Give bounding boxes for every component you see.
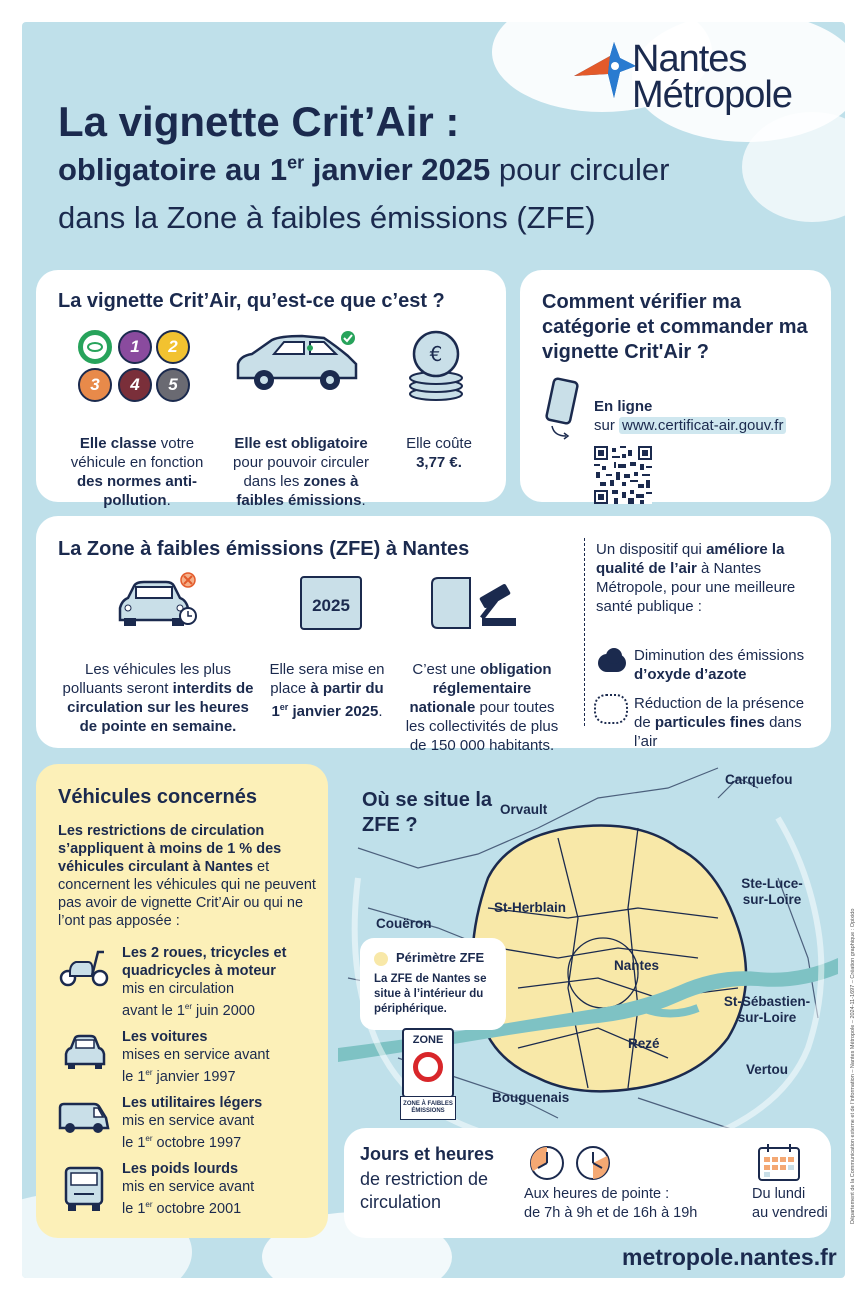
zfe-item2-t2: dans l’air [634,714,802,750]
zfe-card [36,516,831,754]
nox-cloud-icon [594,648,628,672]
map-label-orvault: Orvault [500,802,548,817]
verify-online-label: En ligne [594,398,653,415]
zfe-item2-b1: particules fines [654,714,765,731]
zfe-heading: La Zone à faibles émissions (ZFE) à Nantes [58,538,470,560]
zfe-col2-t1: Elle sera mise en place [269,661,385,697]
vehicles-card [36,764,328,1238]
hours-peak-line2: de 7h à 9h et de 16h à 19h [524,1205,698,1221]
vehicle-item-0-t2b: juin 2000 [192,1002,255,1019]
map-label-bouguenais: Bouguenais [492,1090,570,1105]
zfe-item1 [634,646,824,684]
zone-sign [402,1028,454,1098]
legend-text: La ZFE de Nantes se situe à l’intérieur du périphérique. [374,973,487,1015]
vehicle-item-2-t2b: octobre 1997 [152,1134,242,1151]
zone-sign-plate: ZONE À FAIBLES ÉMISSIONS [400,1096,456,1120]
vehicle-item-3 [122,1160,322,1218]
car-front-icon [62,1032,108,1072]
zfe-col3-t1: C’est une [412,661,480,678]
zfe-col1 [60,660,256,736]
zfe-col1-b1: interdits de circulation sur les heures de pointe en semaine. [67,680,254,735]
zfe-side-t2: à Nantes Métropole, pour une meilleure santé publique : [596,560,796,615]
what-col1-t1: votre véhicule en fonction [70,435,204,471]
zfe-col2-b2: janvier 2025 [288,703,379,720]
coins-euro-icon [404,328,468,402]
vehicle-item-3-t1: mis en service avant [122,1179,255,1195]
map-label-vertou: Vertou [746,1062,789,1077]
sticker-5: 5 [156,368,190,402]
subtitle-rest: pour circuler [490,152,670,187]
vehicle-item-2-t2a: le 1 [122,1134,146,1151]
sticker-2: 2 [156,330,190,364]
hours-days-line2: au vendredi [752,1205,828,1221]
what-col2-t1: pour pouvoir circuler dans les [233,454,369,490]
zfe-side-b1: améliore la qualité de l’air [596,541,785,577]
vehicles-intro-bold: Les restrictions de circulation s’appliquent à moins de 1 % des véhicules circulant à Nantes [58,823,282,875]
zfe-col3-t2: pour toutes les collectivités de plus de 150 000 habitants. [405,699,559,754]
zfe-col2 [262,660,392,721]
what-col3-b1: 3,77 €. [416,454,462,471]
map-label-carquefou: Carquefou [725,772,793,787]
zone-sign-label: ZONE [412,1034,444,1046]
no-entry-icon [413,1052,443,1082]
truck-front-icon [62,1164,106,1214]
hours-peak-line1: Aux heures de pointe : [524,1186,670,1202]
zfe-side-text [596,540,796,616]
zfe-col3 [398,660,566,755]
vehicle-item-1 [122,1028,322,1086]
car-forbidden-icon [114,572,200,632]
vehicle-item-1-t2a: le 1 [122,1068,146,1085]
vehicle-item-3-sup: er [145,1200,153,1209]
van-icon [58,1100,110,1136]
particles-icon [594,694,628,724]
logo-line1: Nantes [632,38,747,80]
what-col3-t1: Elle coûte [406,435,472,452]
logo-star-icon [570,38,640,108]
vehicle-item-0-sup: er [184,1002,193,1011]
svg-text:€: € [429,342,443,366]
vehicle-item-1-title: Les voitures [122,1029,208,1045]
vehicle-item-3-t2a: le 1 [122,1200,146,1217]
page-title: La vignette Crit’Air : [58,98,460,145]
hours-heading-bold: Jours et heures [360,1144,495,1164]
what-is-it-card [36,270,506,509]
map-label-coueron: Couëron [376,916,432,931]
map-label-st-herblain: St-Herblain [494,900,567,915]
vehicles-intro-text: et concernent les véhicules qui ne peuvent pas avoir de vignette Crit’Air ou qui ne l’ont pas apposée : [58,859,316,929]
what-heading: La vignette Crit’Air, qu’est-ce que c’est ? [58,290,445,312]
sticker-3: 3 [78,368,112,402]
legend-title: Périmètre ZFE [396,950,485,965]
verify-card [520,270,831,502]
scooter-icon [58,948,110,988]
sticker-green [78,330,112,364]
vehicle-item-1-t2b: janvier 1997 [152,1068,236,1085]
vehicle-item-0-title: Les 2 roues, tricycles et quadricycles à moteur [122,945,287,979]
map-label-nantes: Nantes [614,958,660,973]
what-col1-b2: des normes anti-pollution [76,473,198,509]
sticker-1: 1 [118,330,152,364]
vehicle-item-3-t2b: octobre 2001 [152,1200,242,1217]
verify-on: sur [594,417,615,434]
vehicle-item-1-t1: mises en service avant [122,1047,270,1063]
calendar-year: 2025 [312,596,350,615]
zfe-perimeter [472,826,746,1092]
verify-url-line [594,417,786,434]
footer-url[interactable]: metropole.nantes.fr [622,1244,837,1270]
qr-code[interactable] [594,446,652,504]
zfe-col2-b1: à partir du 1 [271,680,384,720]
vehicle-item-2-title: Les utilitaires légers [122,1095,263,1111]
logo-line2: Métropole [632,74,792,116]
vehicle-item-0-t1: mis en circulation [122,981,235,997]
zfe-col2-t2: . [378,703,383,720]
vehicles-intro [58,822,320,930]
zfe-col2-sup: er [279,702,289,712]
zfe-item2 [634,694,824,751]
certificat-air-link[interactable]: www.certificat-air.gouv.fr [619,417,786,434]
legend-swatch [374,952,388,966]
map-label-ste-luce: Ste-Luce-sur-Loire [741,876,803,907]
what-col2-b1: Elle est obligatoire [234,435,368,452]
map-label-st-sebastien: St-Sébastien-sur-Loire [723,994,811,1025]
car-check-icon [232,330,362,400]
credit-vertical: Département de la Communication externe et de l’information – Nantes Métropole – 2024-11-1697 – Création graphique : Opixido [850,908,856,1224]
what-col1-b1: Elle classe [79,435,157,452]
vehicle-item-1-sup: er [145,1068,153,1077]
hours-days-line1: Du lundi [752,1186,806,1202]
map-legend [360,938,506,1030]
map-heading: Où se situe la ZFE ? [362,789,493,836]
zfe-side-t1: Un dispositif qui [596,541,707,558]
hours-heading-text: de restriction de circulation [360,1169,489,1212]
zfe-col1-t1: Les véhicules les plus polluants seront [62,661,231,697]
zfe-item2-t1: Réduction de la présence de [634,695,805,731]
nantes-metropole-logo [570,32,840,122]
smartphone-icon [542,376,586,440]
weekday-calendar-icon [756,1142,802,1182]
vehicle-item-0-t2a: avant le 1 [122,1002,185,1019]
gavel-law-icon [430,572,522,634]
zfe-divider [584,538,585,726]
zfe-item1-t1: Diminution des émissions [634,647,805,664]
vehicle-item-2-t1: mis en service avant [122,1113,255,1129]
clock-peak-hours-icon [528,1144,612,1182]
what-col2-t2: . [361,492,366,509]
subtitle-sup: er [287,152,305,173]
what-col2 [224,434,378,510]
vehicles-heading: Véhicules concernés [58,786,257,808]
vehicle-item-2 [122,1094,322,1152]
subtitle-bold-a: obligatoire au 1 [58,152,288,187]
verify-heading: Comment vérifier ma catégorie et commander ma vignette Crit'Air ? [542,291,808,363]
zfe-col3-b1: obligation réglementaire nationale [409,661,552,716]
map-label-reze: Rezé [628,1036,660,1051]
calendar-2025-icon [300,576,362,630]
subtitle-bold-b: janvier 2025 [304,152,491,187]
what-col2-b2: zones à faibles émissions [236,473,362,509]
vehicle-item-2-sup: er [145,1134,153,1143]
what-col1 [62,434,212,510]
what-col1-t2: . [166,492,171,509]
zfe-item1-b1: d’oxyde d’azote [634,666,747,683]
sticker-4: 4 [118,368,152,402]
page-subtitle-line3: dans la Zone à faibles émissions (ZFE) [58,200,596,235]
page-subtitle-line2 [58,152,669,188]
what-col3 [394,434,484,472]
vehicle-item-0 [122,944,322,1020]
poster [22,22,845,1278]
hours-card [344,1128,831,1238]
vehicle-item-3-title: Les poids lourds [122,1161,239,1177]
